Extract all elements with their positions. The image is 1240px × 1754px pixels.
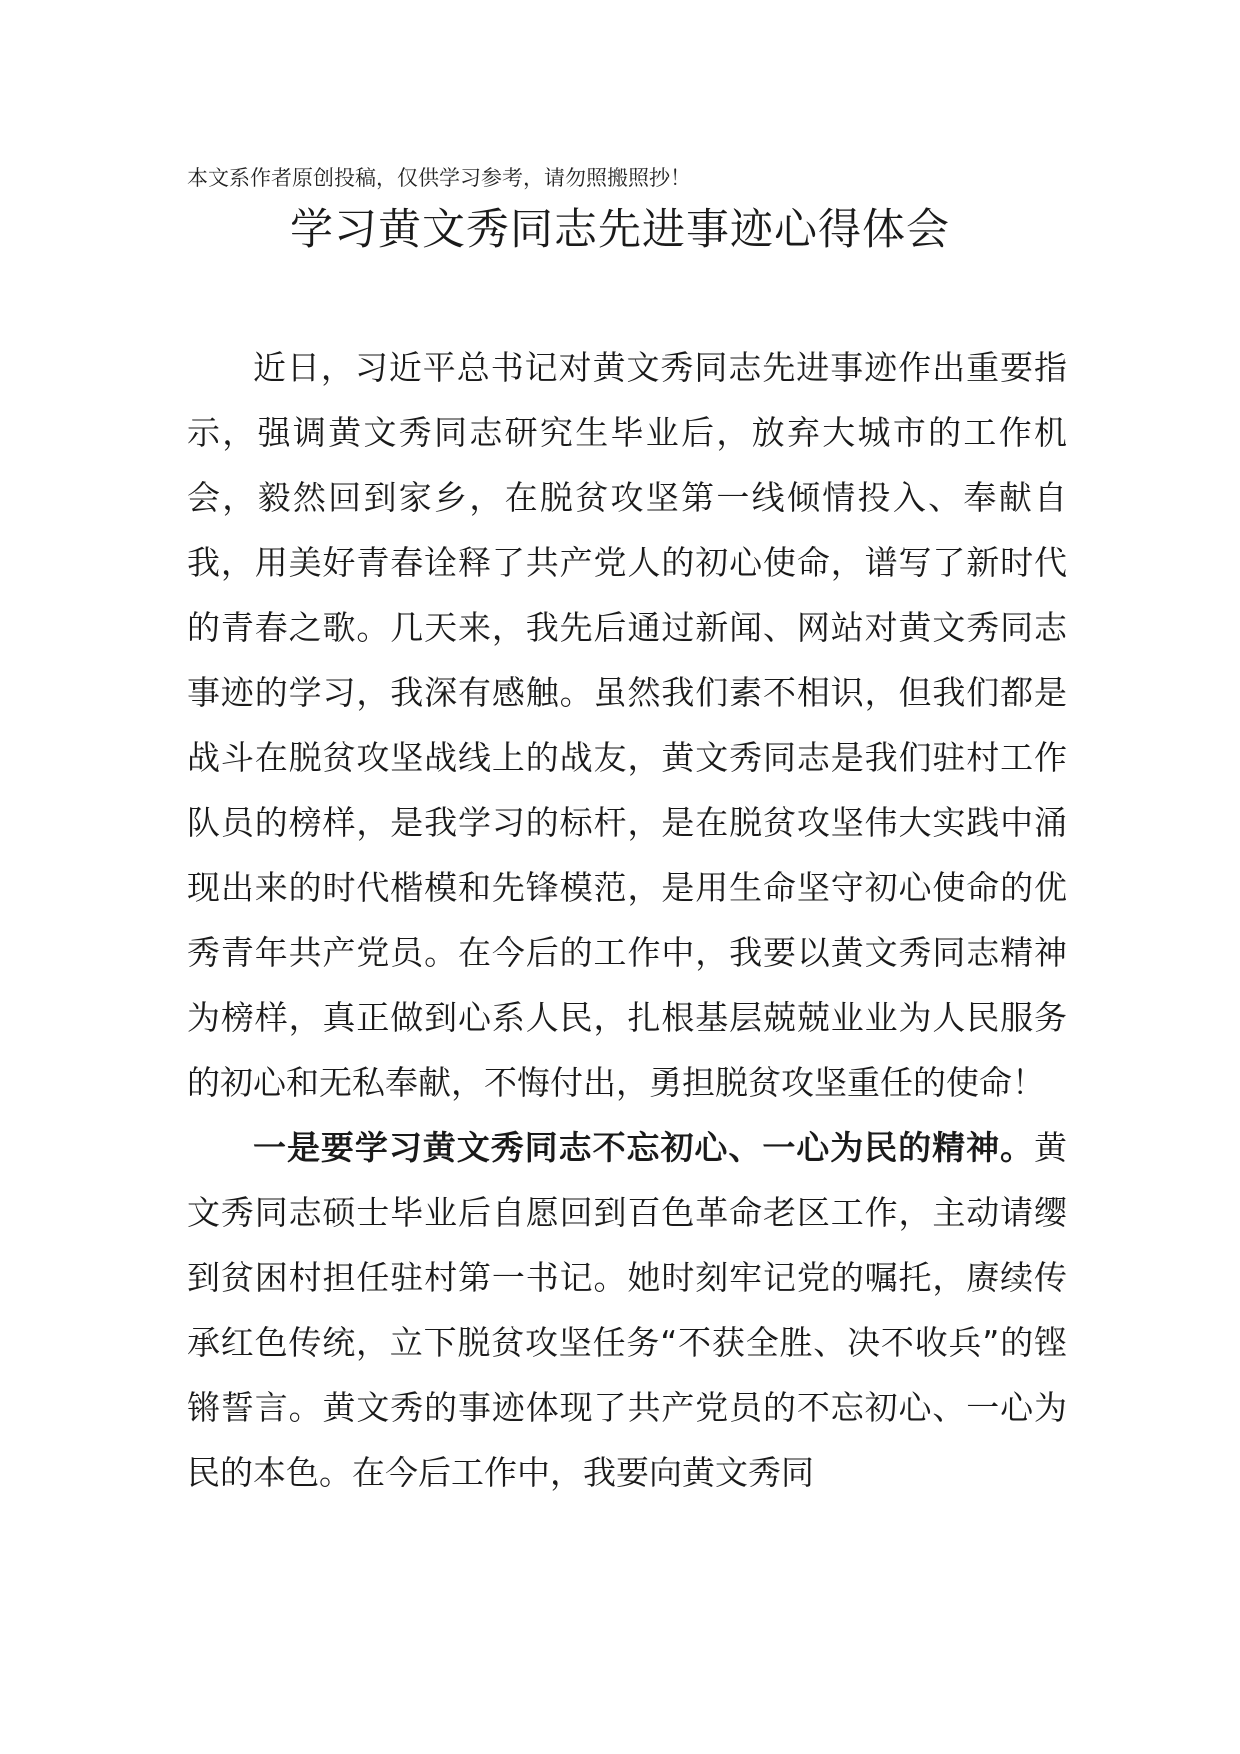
copyright-notice: 本文系作者原创投稿，仅供学习参考，请勿照搬照抄！ (187, 166, 691, 190)
paragraph-2 (187, 1115, 1067, 1505)
paragraph-2-lead: 一是要学习黄文秀同志不忘初心、一心为民的精神。 (253, 1128, 1034, 1167)
document-title: 学习黄文秀同志先进事迹心得体会 (290, 205, 950, 255)
paragraph-1: 近日，习近平总书记对黄文秀同志先进事迹作出重要指示，强调黄文秀同志研究生毕业后，放弃大城市的工作机会，毅然回到家乡，在脱贫攻坚第一线倾情投入、奉献自我，用美好青春诠释了共产党人的初心使命，谱写了新时代的青春之歌。几天来，我先后通过新闻、网站对黄文秀同志事迹的学习，我深有感触。虽然我们素不相识，但我们都是战斗在脱贫攻坚战线上的战友，黄文秀同志是我们驻村工作队员的榜样，是我学习的标杆，是在脱贫攻坚伟大实践中涌现出来的时代楷模和先锋模范，是用生命坚守初心使命的优秀青年共产党员。在今后的工作中，我要以黄文秀同志精神为榜样，真正做到心系人民，扎根基层兢兢业业为人民服务的初心和无私奉献，不悔付出，勇担脱贫攻坚重任的使命！ (187, 348, 1067, 1102)
paragraph-2-text: 黄文秀同志硕士毕业后自愿回到百色革命老区工作，主动请缨到贫困村担任驻村第一书记。她时刻牢记党的嘱托，赓续传承红色传统，立下脱贫攻坚任务“不获全胜、决不收兵”的铿锵誓言。黄文秀的事迹体现了共产党员的不忘初心、一心为民的本色。在今后工作中，我要向黄文秀同 (187, 1128, 1067, 1492)
document-body (187, 335, 1067, 1505)
